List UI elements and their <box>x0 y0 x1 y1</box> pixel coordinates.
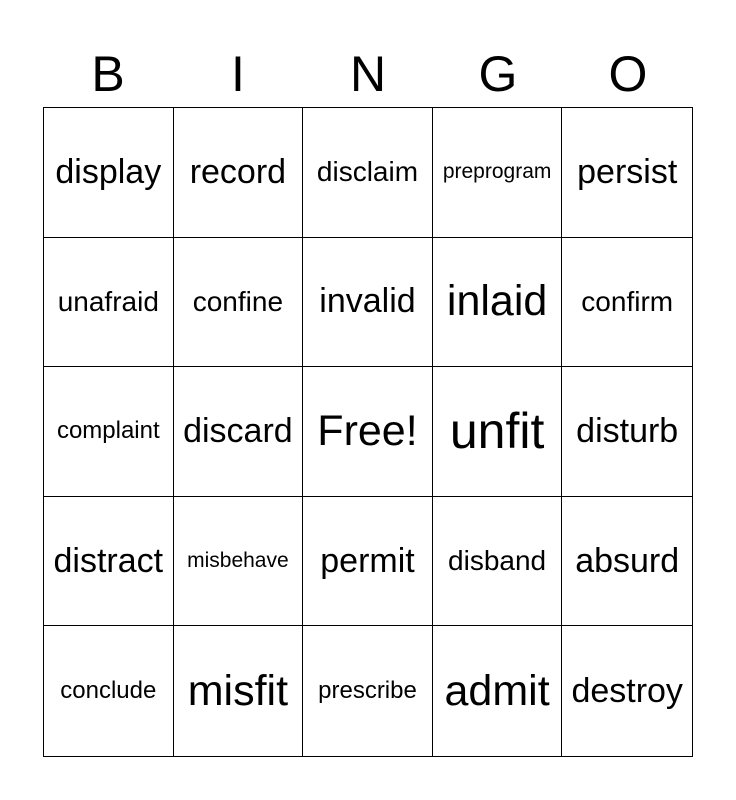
bingo-cell[interactable]: unfit <box>433 367 563 497</box>
bingo-cell[interactable]: confine <box>174 238 304 368</box>
bingo-cell[interactable]: record <box>174 108 304 238</box>
header-letter-n: N <box>349 46 387 102</box>
bingo-cell[interactable]: disclaim <box>303 108 433 238</box>
header-letter-g: G <box>478 46 518 102</box>
bingo-header <box>43 44 693 104</box>
free-space[interactable]: Free! <box>303 367 433 497</box>
bingo-cell[interactable]: preprogram <box>433 108 563 238</box>
bingo-cell[interactable]: confirm <box>562 238 692 368</box>
bingo-cell[interactable]: conclude <box>44 626 174 756</box>
bingo-cell[interactable]: persist <box>562 108 692 238</box>
bingo-cell[interactable]: discard <box>174 367 304 497</box>
header-letter-o: O <box>608 46 648 102</box>
bingo-cell[interactable]: misbehave <box>174 497 304 627</box>
bingo-cell[interactable]: complaint <box>44 367 174 497</box>
bingo-cell[interactable]: disband <box>433 497 563 627</box>
header-letter-i: I <box>231 46 245 102</box>
bingo-board <box>43 107 693 757</box>
bingo-cell[interactable]: misfit <box>174 626 304 756</box>
bingo-cell[interactable]: prescribe <box>303 626 433 756</box>
bingo-cell[interactable]: unafraid <box>44 238 174 368</box>
bingo-cell[interactable]: destroy <box>571 671 683 710</box>
bingo-cell[interactable]: display <box>44 108 174 238</box>
bingo-cell[interactable]: distract <box>44 497 174 627</box>
bingo-cell[interactable]: admit <box>433 626 563 756</box>
bingo-cell[interactable]: invalid <box>303 238 433 368</box>
bingo-cell[interactable]: permit <box>303 497 433 627</box>
bingo-cell[interactable]: disturb <box>562 367 692 497</box>
bingo-cell[interactable]: absurd <box>562 497 692 627</box>
bingo-cell[interactable]: inlaid <box>433 238 563 368</box>
header-letter-b: B <box>91 46 125 102</box>
